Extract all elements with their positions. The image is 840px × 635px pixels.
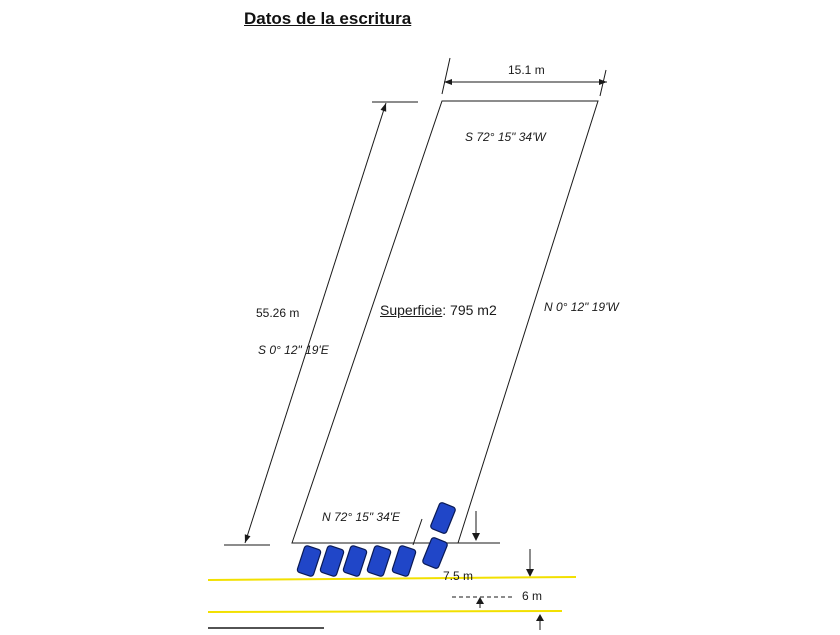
area-name: Superficie <box>380 302 443 318</box>
road-line-lower <box>208 611 562 612</box>
car-icon <box>392 545 417 577</box>
bottom-bearing-label: N 72° 15" 34'E <box>322 510 401 524</box>
street-width-label: 6 m <box>522 589 543 603</box>
car-icon <box>343 545 368 577</box>
left-bearing-label: S 0° 12" 19'E <box>258 343 329 357</box>
left-dimension-line <box>245 103 386 543</box>
page-title: Datos de la escritura <box>244 9 412 28</box>
depth-arrow-bottom-head <box>526 569 534 577</box>
left-dimension-arrow-bottom <box>245 534 251 543</box>
sidewalk-width-label: 7.5 m <box>443 569 474 583</box>
area-label <box>380 302 497 318</box>
depth-arrow-top-head <box>472 533 480 541</box>
car-icon <box>367 545 392 577</box>
left-dimension-arrow-top <box>381 103 387 112</box>
road-line-upper <box>208 577 576 580</box>
top-bearing-label: S 72° 15" 34'W <box>465 130 546 144</box>
lot-outline <box>292 101 598 543</box>
top-extension-left <box>442 58 450 94</box>
car-icon <box>430 502 456 534</box>
lot-notch-line <box>413 519 422 545</box>
right-bearing-label: N 0° 12" 19'W <box>544 300 619 314</box>
left-length-label: 55.26 m <box>256 306 300 320</box>
street-arrow-top-head <box>476 597 484 604</box>
car-icon <box>320 545 345 577</box>
street-arrow-bottom-head <box>536 614 544 621</box>
top-width-label: 15.1 m <box>508 63 545 77</box>
car-icon <box>297 545 322 577</box>
car-icon <box>422 537 448 569</box>
area-value: : 795 m2 <box>442 302 497 318</box>
